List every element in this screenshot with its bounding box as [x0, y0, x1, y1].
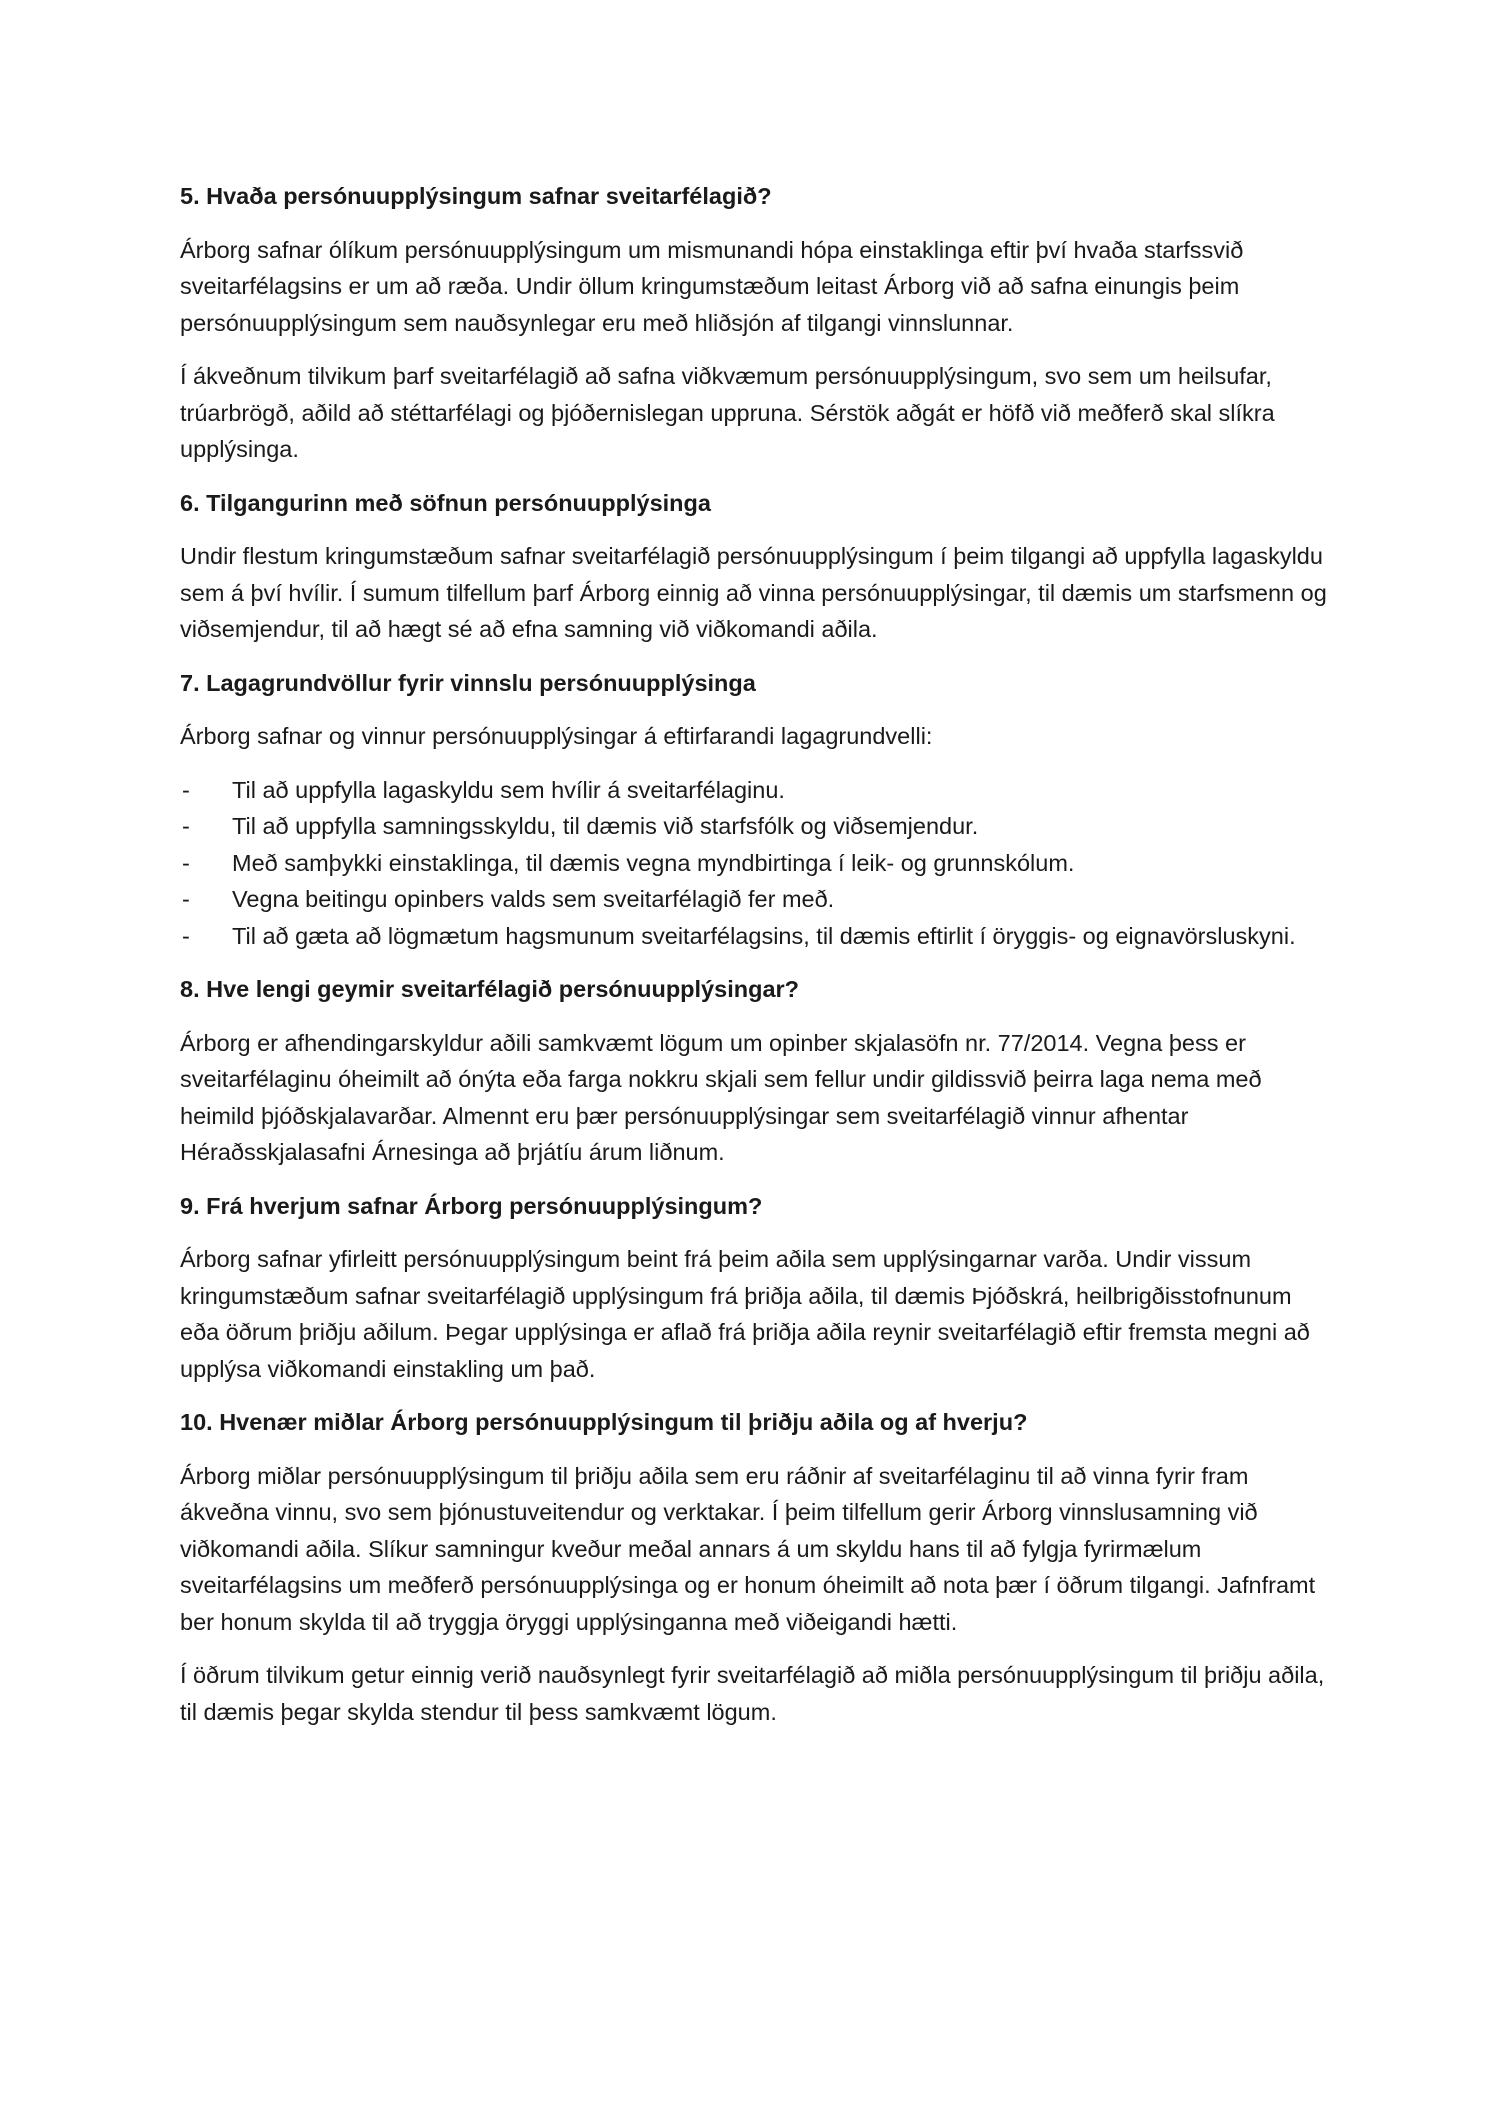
- bullet-dash: -: [182, 813, 190, 839]
- list-item-text: Til að uppfylla samningsskyldu, til dæmis við starfsfólk og viðsemjendur.: [232, 813, 979, 839]
- list-item-text: Til að gæta að lögmætum hagsmunum sveitarfélagsins, til dæmis eftirlit í öryggis- og eignavörsluskyni.: [232, 922, 1296, 949]
- bullet-dash: -: [182, 776, 190, 803]
- legal-basis-list: [180, 772, 1330, 955]
- paragraph: Árborg er afhendingarskyldur aðili samkvæmt lögum um opinber skjalasöfn nr. 77/2014. Vegna þess er sveitarfélaginu óheimilt að ónýta eða farga nokkru skjali sem fellur undir gildissvið þeirra laga nema með heimild þjóðskjalavarðar. Almennt eru þær persónuupplýsingar sem sveitarfélagið vinnur afhentar Héraðsskjalasafni Árnesinga að þrjátíu árum liðnum.: [180, 1029, 1262, 1165]
- paragraph: Í ákveðnum tilvikum þarf sveitarfélagið að safna viðkvæmum persónuupplýsingum, svo sem um heilsufar, trúarbrögð, aðild að stéttarfélagi og þjóðernislegan uppruna. Sérstök aðgát er höfð við meðferð skal slíkra upplýsinga.: [180, 363, 1275, 462]
- section-7: [180, 665, 1330, 955]
- section-9: [180, 1188, 1330, 1388]
- paragraph: Í öðrum tilvikum getur einnig verið nauðsynlegt fyrir sveitarfélagið að miðla persónuupplýsingum til þriðju aðila, til dæmis þegar skylda stendur til þess samkvæmt lögum.: [180, 1662, 1325, 1725]
- section-8: [180, 971, 1330, 1171]
- list-item-text: Með samþykki einstaklinga, til dæmis vegna myndbirtinga í leik- og grunnskólum.: [232, 849, 1075, 876]
- section-10: [180, 1404, 1330, 1730]
- paragraph: Árborg safnar ólíkum persónuupplýsingum um mismunandi hópa einstaklinga eftir því hvaða starfssvið sveitarfélagsins er um að ræða. Undir öllum kringumstæðum leitast Árborg við að safna einungis þeim persónuupplýsingum sem nauðsynlegar eru með hliðsjón af tilgangi vinnslunnar.: [180, 236, 1244, 336]
- section-heading: 8. Hve lengi geymir sveitarfélagið persónuupplýsingar?: [180, 976, 800, 1002]
- section-6: [180, 485, 1330, 648]
- paragraph: Undir flestum kringumstæðum safnar sveitarfélagið persónuupplýsingum í þeim tilgangi að uppfylla lagaskyldu sem á því hvílir. Í sumum tilfellum þarf Árborg einnig að vinna persónuupplýsingar, til dæmis um starfsmenn og viðsemjendur, til að hægt sé að efna samning við viðkomandi aðila.: [180, 543, 1327, 642]
- section-heading: 9. Frá hverjum safnar Árborg persónuupplýsingum?: [180, 1192, 763, 1219]
- section-heading: 5. Hvaða persónuupplýsingum safnar sveitarfélagið?: [180, 183, 772, 209]
- paragraph: Árborg safnar yfirleitt persónuupplýsingum beint frá þeim aðila sem upplýsingarnar varða. Undir vissum kringumstæðum safnar sveitarfélagið upplýsingum frá þriðja aðila, til dæmis Þjóðskrá, heilbrigðisstofnunum eða öðrum þriðju aðilum. Þegar upplýsinga er aflað frá þriðja aðila reynir sveitarfélagið eftir fremsta megni að upplýsa viðkomandi einstakling um það.: [180, 1246, 1310, 1382]
- bullet-dash: -: [182, 886, 190, 912]
- paragraph: Árborg safnar og vinnur persónuupplýsingar á eftirfarandi lagagrundvelli:: [180, 723, 933, 749]
- paragraph: Árborg miðlar persónuupplýsingum til þriðju aðila sem eru ráðnir af sveitarfélaginu til að vinna fyrir fram ákveðna vinnu, svo sem þjónustuveitendur og verktakar. Í þeim tilfellum gerir Árborg vinnslusamning við viðkomandi aðila. Slíkur samningur kveður meðal annars á um skyldu hans til að fylgja fyrirmælum sveitarfélagsins um meðferð persónuupplýsinga og er honum óheimilt að nota þær í öðrum tilgangi. Jafnframt ber honum skylda til að tryggja öryggi upplýsinganna með viðeigandi hætti.: [180, 1462, 1316, 1635]
- document-page: [180, 178, 1330, 1747]
- list-item-text: Vegna beitingu opinbers valds sem sveitarfélagið fer með.: [232, 886, 835, 912]
- section-heading: 6. Tilgangurinn með söfnun persónuupplýsinga: [180, 489, 711, 516]
- bullet-dash: -: [182, 922, 190, 949]
- section-heading: 7. Lagagrundvöllur fyrir vinnslu persónuupplýsinga: [180, 669, 756, 696]
- list-item: [180, 918, 1330, 955]
- list-item: [180, 845, 1330, 882]
- list-item: [180, 772, 1330, 809]
- section-heading: 10. Hvenær miðlar Árborg persónuupplýsingum til þriðju aðila og af hverju?: [180, 1409, 1028, 1435]
- list-item: [180, 808, 1330, 845]
- list-item: [180, 881, 1330, 918]
- list-item-text: Til að uppfylla lagaskyldu sem hvílir á sveitarfélaginu.: [232, 776, 785, 803]
- bullet-dash: -: [182, 849, 190, 876]
- section-5: [180, 178, 1330, 468]
